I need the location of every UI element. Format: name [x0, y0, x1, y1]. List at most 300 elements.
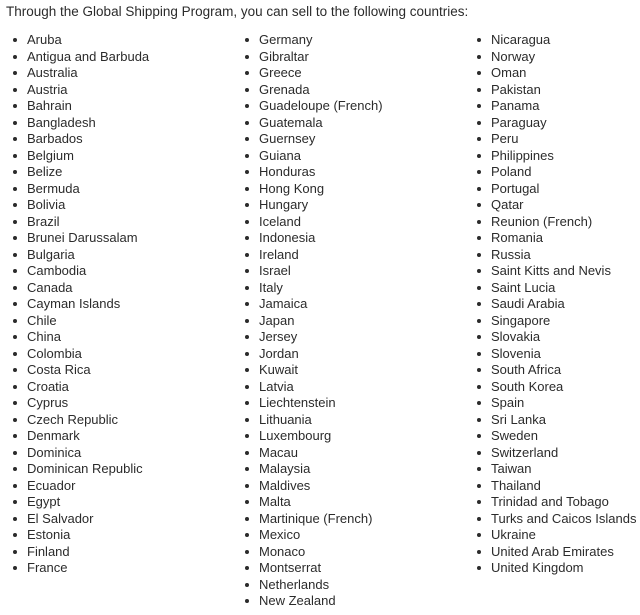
- country-list-item: [477, 230, 636, 247]
- bullet-icon: [477, 203, 481, 207]
- country-name: Nicaragua: [491, 32, 551, 47]
- country-list-item: [245, 346, 383, 363]
- country-name: Liechtenstein: [259, 395, 336, 410]
- country-list-item: [245, 494, 383, 511]
- bullet-icon: [245, 170, 249, 174]
- country-name: Denmark: [27, 428, 80, 443]
- bullet-icon: [13, 220, 17, 224]
- bullet-icon: [13, 550, 17, 554]
- country-list-item: [13, 362, 149, 379]
- bullet-icon: [245, 599, 249, 603]
- country-name: Chile: [27, 312, 57, 328]
- bullet-icon: [477, 220, 481, 224]
- country-list-item: [477, 412, 636, 429]
- country-list-item: [477, 197, 636, 214]
- country-list-item: [245, 131, 383, 148]
- bullet-icon: [245, 418, 249, 422]
- country-name: Estonia: [27, 527, 71, 542]
- country-list-item: [13, 181, 149, 198]
- country-name: Gibraltar: [259, 48, 309, 64]
- bullet-icon: [477, 517, 481, 521]
- country-name: Turks and Caicos Islands: [491, 510, 637, 526]
- country-list-item: [245, 296, 383, 313]
- country-name: Montserrat: [259, 560, 322, 575]
- country-list-item: [245, 428, 383, 445]
- country-list-item: [13, 395, 149, 412]
- country-name: Cyprus: [27, 395, 69, 410]
- bullet-icon: [477, 137, 481, 141]
- bullet-icon: [245, 566, 249, 570]
- country-list-item: [13, 263, 149, 280]
- country-list-item: [13, 32, 149, 49]
- bullet-icon: [245, 154, 249, 158]
- country-list-item: [13, 164, 149, 181]
- country-name: Hungary: [259, 197, 309, 212]
- bullet-icon: [477, 401, 481, 405]
- country-list-item: [477, 560, 636, 577]
- country-name: Iceland: [259, 213, 301, 229]
- country-list-item: [13, 527, 149, 544]
- country-list-item: [13, 197, 149, 214]
- bullet-icon: [245, 484, 249, 488]
- country-name: Sweden: [491, 428, 538, 443]
- country-name: Qatar: [491, 197, 524, 212]
- country-name: Maldives: [259, 477, 311, 493]
- bullet-icon: [245, 533, 249, 537]
- country-name: Cambodia: [27, 263, 87, 278]
- country-list-item: [13, 247, 149, 264]
- country-list-item: [13, 115, 149, 132]
- bullet-icon: [245, 517, 249, 521]
- bullet-icon: [245, 434, 249, 438]
- country-list-item: [245, 395, 383, 412]
- country-name: Guernsey: [259, 131, 316, 146]
- country-name: United Kingdom: [491, 560, 584, 575]
- bullet-icon: [245, 38, 249, 42]
- country-name: Thailand: [491, 477, 541, 493]
- country-list-item: [477, 181, 636, 198]
- country-list-item: [245, 313, 383, 330]
- country-name: Dominica: [27, 444, 82, 460]
- bullet-icon: [13, 533, 17, 537]
- country-list-item: [13, 445, 149, 462]
- bullet-icon: [245, 368, 249, 372]
- bullet-icon: [477, 88, 481, 92]
- country-name: Costa Rica: [27, 362, 91, 377]
- country-name: Antigua and Barbuda: [27, 48, 150, 64]
- bullet-icon: [245, 55, 249, 59]
- country-name: Macau: [259, 444, 299, 460]
- bullet-icon: [13, 566, 17, 570]
- country-name: Luxembourg: [259, 428, 332, 443]
- country-list-item: [13, 131, 149, 148]
- bullet-icon: [245, 583, 249, 587]
- country-list-item: [245, 247, 383, 264]
- bullet-icon: [13, 121, 17, 125]
- country-name: Belize: [27, 164, 63, 179]
- country-name: Greece: [259, 65, 302, 80]
- country-list-item: [477, 428, 636, 445]
- country-list-item: [13, 412, 149, 429]
- country-name: Brunei Darussalam: [27, 230, 138, 245]
- bullet-icon: [477, 467, 481, 471]
- bullet-icon: [245, 88, 249, 92]
- country-list-item: [245, 577, 383, 594]
- bullet-icon: [477, 121, 481, 125]
- bullet-icon: [477, 104, 481, 108]
- country-list-item: [245, 164, 383, 181]
- bullet-icon: [245, 187, 249, 191]
- bullet-icon: [245, 71, 249, 75]
- bullet-icon: [13, 286, 17, 290]
- country-list-item: [477, 511, 636, 528]
- country-name: Barbados: [27, 131, 83, 146]
- country-list-item: [245, 544, 383, 561]
- country-list-item: [245, 478, 383, 495]
- country-list-item: [477, 362, 636, 379]
- country-name: Aruba: [27, 32, 62, 47]
- country-name: Paraguay: [491, 114, 547, 130]
- country-name: Egypt: [27, 494, 61, 509]
- bullet-icon: [13, 253, 17, 257]
- bullet-icon: [13, 368, 17, 372]
- country-name: Romania: [491, 230, 544, 245]
- country-name: Hong Kong: [259, 180, 325, 196]
- country-list-item: [477, 131, 636, 148]
- country-list-item: [477, 527, 636, 544]
- bullet-icon: [477, 187, 481, 191]
- bullet-icon: [477, 319, 481, 323]
- country-name: Dominican Republic: [27, 461, 143, 476]
- bullet-icon: [13, 38, 17, 42]
- bullet-icon: [477, 500, 481, 504]
- bullet-icon: [13, 401, 17, 405]
- bullet-icon: [245, 550, 249, 554]
- country-name: Poland: [491, 164, 532, 179]
- country-list-item: [245, 82, 383, 99]
- country-list-item: [477, 214, 636, 231]
- country-name: Ecuador: [27, 477, 76, 493]
- country-list-item: [13, 313, 149, 330]
- bullet-icon: [477, 385, 481, 389]
- bullet-icon: [477, 434, 481, 438]
- country-name: Honduras: [259, 164, 316, 179]
- bullet-icon: [477, 269, 481, 273]
- country-list-item: [13, 148, 149, 165]
- bullet-icon: [13, 451, 17, 455]
- bullet-icon: [245, 286, 249, 290]
- country-list-item: [13, 560, 149, 577]
- country-list-item: [245, 214, 383, 231]
- country-list-item: [477, 379, 636, 396]
- bullet-icon: [13, 170, 17, 174]
- country-list-item: [477, 280, 636, 297]
- country-list-item: [13, 346, 149, 363]
- bullet-icon: [477, 451, 481, 455]
- bullet-icon: [477, 418, 481, 422]
- country-list-item: [13, 428, 149, 445]
- country-name: Canada: [27, 279, 73, 295]
- intro-text: Through the Global Shipping Program, you can sell to the following countries:: [6, 4, 469, 19]
- country-name: Bulgaria: [27, 246, 75, 262]
- bullet-icon: [245, 203, 249, 207]
- country-name: Bolivia: [27, 197, 66, 212]
- country-name: Brazil: [27, 213, 60, 229]
- country-list-item: [477, 65, 636, 82]
- country-name: Martinique (French): [259, 510, 373, 526]
- bullet-icon: [477, 170, 481, 174]
- bullet-icon: [13, 352, 17, 356]
- country-list-item: [477, 263, 636, 280]
- bullet-icon: [13, 500, 17, 504]
- country-name: Bangladesh: [27, 114, 96, 130]
- country-name: Bermuda: [27, 180, 80, 196]
- country-list-item: [477, 82, 636, 99]
- bullet-icon: [13, 319, 17, 323]
- country-name: Italy: [259, 279, 283, 295]
- country-name: Belgium: [27, 147, 74, 163]
- bullet-icon: [245, 269, 249, 273]
- bullet-icon: [477, 484, 481, 488]
- country-name: Ukraine: [491, 527, 536, 542]
- country-column-2: [245, 32, 383, 610]
- bullet-icon: [13, 236, 17, 240]
- country-name: Taiwan: [491, 461, 532, 476]
- country-list-item: [13, 214, 149, 231]
- bullet-icon: [13, 203, 17, 207]
- country-name: Monaco: [259, 543, 306, 559]
- bullet-icon: [13, 467, 17, 471]
- country-name: Pakistan: [491, 81, 541, 97]
- country-name: El Salvador: [27, 510, 94, 526]
- bullet-icon: [13, 55, 17, 59]
- country-name: Guadeloupe (French): [259, 98, 383, 113]
- country-list-item: [13, 511, 149, 528]
- bullet-icon: [477, 286, 481, 290]
- bullet-icon: [13, 517, 17, 521]
- bullet-icon: [477, 302, 481, 306]
- country-name: Saudi Arabia: [491, 296, 565, 311]
- country-name: New Zealand: [259, 593, 336, 608]
- bullet-icon: [13, 269, 17, 273]
- country-name: Bahrain: [27, 98, 72, 113]
- country-list-item: [477, 296, 636, 313]
- country-list-item: [13, 544, 149, 561]
- bullet-icon: [477, 368, 481, 372]
- country-name: Switzerland: [491, 444, 559, 460]
- country-name: Saint Kitts and Nevis: [491, 263, 611, 278]
- country-name: Jamaica: [259, 296, 308, 311]
- country-name: Malaysia: [259, 461, 311, 476]
- country-list-item: [13, 49, 149, 66]
- country-name: Israel: [259, 263, 291, 278]
- bullet-icon: [245, 253, 249, 257]
- country-list-item: [477, 494, 636, 511]
- country-list-item: [245, 412, 383, 429]
- bullet-icon: [13, 418, 17, 422]
- country-list-item: [13, 230, 149, 247]
- bullet-icon: [13, 335, 17, 339]
- country-name: Russia: [491, 246, 531, 262]
- country-list-item: [245, 115, 383, 132]
- country-name: China: [27, 329, 61, 344]
- country-name: Grenada: [259, 81, 310, 97]
- country-list-item: [477, 313, 636, 330]
- country-list-item: [245, 560, 383, 577]
- country-list-item: [245, 362, 383, 379]
- country-name: Germany: [259, 32, 313, 47]
- country-name: Cayman Islands: [27, 296, 121, 311]
- country-name: Croatia: [27, 378, 69, 394]
- country-list-item: [477, 32, 636, 49]
- country-list-item: [477, 478, 636, 495]
- bullet-icon: [13, 434, 17, 438]
- country-name: Trinidad and Tobago: [491, 494, 609, 509]
- country-name: Slovakia: [491, 329, 541, 344]
- country-name: Ireland: [259, 246, 299, 262]
- country-name: Lithuania: [259, 411, 312, 427]
- country-name: Australia: [27, 65, 78, 80]
- country-list-item: [13, 329, 149, 346]
- bullet-icon: [245, 352, 249, 356]
- country-list-item: [477, 115, 636, 132]
- bullet-icon: [477, 335, 481, 339]
- country-name: Spain: [491, 395, 525, 410]
- bullet-icon: [245, 401, 249, 405]
- bullet-icon: [245, 467, 249, 471]
- country-name: Slovenia: [491, 345, 541, 361]
- bullet-icon: [477, 38, 481, 42]
- country-list-item: [477, 461, 636, 478]
- country-name: Latvia: [259, 378, 294, 394]
- country-name: Sri Lanka: [491, 411, 546, 427]
- bullet-icon: [245, 137, 249, 141]
- country-name: Guatemala: [259, 114, 323, 130]
- country-name: Panama: [491, 98, 540, 113]
- country-list-item: [13, 494, 149, 511]
- country-name: Jordan: [259, 345, 299, 361]
- country-list-item: [477, 395, 636, 412]
- country-list-item: [13, 296, 149, 313]
- country-name: Japan: [259, 312, 295, 328]
- country-list-item: [477, 346, 636, 363]
- country-list-item: [477, 164, 636, 181]
- country-list-item: [245, 49, 383, 66]
- bullet-icon: [245, 500, 249, 504]
- country-name: Singapore: [491, 312, 551, 328]
- country-list-item: [245, 32, 383, 49]
- country-name: Philippines: [491, 147, 554, 163]
- country-list-item: [477, 148, 636, 165]
- country-list-item: [477, 329, 636, 346]
- country-list-item: [13, 65, 149, 82]
- country-column-1: [13, 32, 149, 577]
- country-name: Norway: [491, 48, 536, 64]
- country-name: Saint Lucia: [491, 279, 556, 295]
- bullet-icon: [13, 104, 17, 108]
- country-list-item: [13, 478, 149, 495]
- country-name: Guiana: [259, 147, 301, 163]
- country-list-item: [245, 263, 383, 280]
- bullet-icon: [477, 55, 481, 59]
- country-list-item: [245, 379, 383, 396]
- country-name: Indonesia: [259, 230, 316, 245]
- bullet-icon: [477, 533, 481, 537]
- bullet-icon: [13, 154, 17, 158]
- country-list-item: [13, 379, 149, 396]
- bullet-icon: [13, 484, 17, 488]
- bullet-icon: [245, 121, 249, 125]
- country-name: Czech Republic: [27, 411, 119, 427]
- country-name: Mexico: [259, 527, 301, 542]
- country-list-item: [245, 593, 383, 610]
- country-list-item: [245, 527, 383, 544]
- country-list-item: [245, 65, 383, 82]
- country-name: South Africa: [491, 362, 562, 377]
- bullet-icon: [477, 352, 481, 356]
- country-list-item: [245, 197, 383, 214]
- bullet-icon: [245, 104, 249, 108]
- country-list-item: [13, 82, 149, 99]
- bullet-icon: [245, 385, 249, 389]
- bullet-icon: [477, 154, 481, 158]
- bullet-icon: [13, 187, 17, 191]
- country-list-item: [245, 461, 383, 478]
- bullet-icon: [245, 451, 249, 455]
- country-list-item: [245, 148, 383, 165]
- country-name: Finland: [27, 543, 70, 559]
- bullet-icon: [477, 550, 481, 554]
- bullet-icon: [477, 236, 481, 240]
- country-list-item: [13, 98, 149, 115]
- bullet-icon: [13, 302, 17, 306]
- country-list-item: [477, 544, 636, 561]
- country-list-item: [245, 280, 383, 297]
- bullet-icon: [13, 88, 17, 92]
- country-list-item: [13, 461, 149, 478]
- country-list-item: [13, 280, 149, 297]
- bullet-icon: [13, 385, 17, 389]
- bullet-icon: [245, 302, 249, 306]
- country-name: Malta: [259, 494, 291, 509]
- bullet-icon: [245, 220, 249, 224]
- bullet-icon: [13, 137, 17, 141]
- bullet-icon: [13, 71, 17, 75]
- country-list-item: [245, 181, 383, 198]
- bullet-icon: [477, 71, 481, 75]
- country-list-item: [245, 511, 383, 528]
- country-list-item: [477, 247, 636, 264]
- country-name: Austria: [27, 81, 68, 97]
- country-list-item: [477, 49, 636, 66]
- country-name: Reunion (French): [491, 213, 593, 229]
- bullet-icon: [245, 335, 249, 339]
- country-list-item: [245, 230, 383, 247]
- country-name: Portugal: [491, 180, 540, 196]
- country-list-item: [245, 445, 383, 462]
- country-name: Oman: [491, 65, 527, 80]
- country-list-item: [477, 445, 636, 462]
- bullet-icon: [477, 253, 481, 257]
- country-name: Jersey: [259, 329, 298, 344]
- country-name: Peru: [491, 131, 519, 146]
- country-name: South Korea: [491, 378, 564, 394]
- country-name: France: [27, 560, 68, 575]
- country-name: Colombia: [27, 345, 82, 361]
- bullet-icon: [245, 236, 249, 240]
- country-column-3: [477, 32, 636, 577]
- country-list-item: [477, 98, 636, 115]
